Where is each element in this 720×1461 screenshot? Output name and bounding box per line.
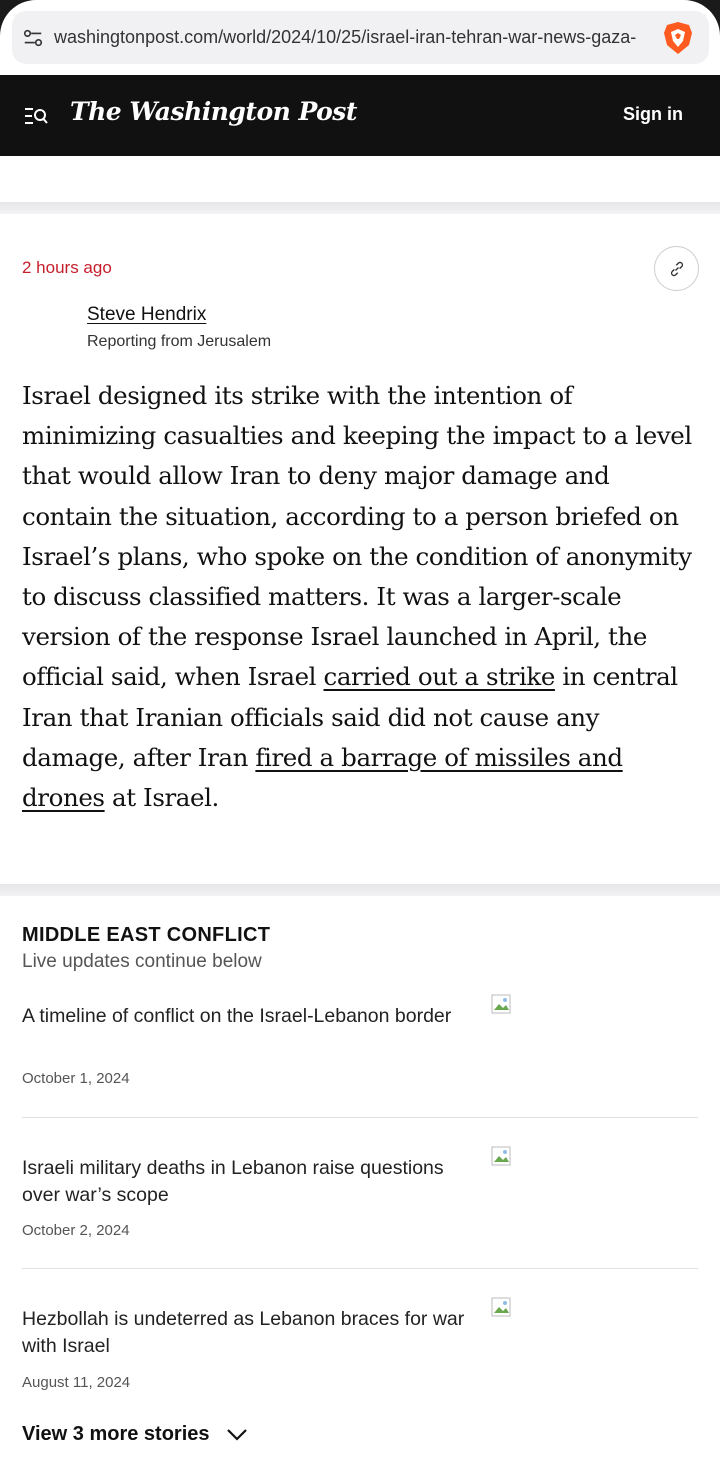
ad-strip [0, 156, 720, 202]
story-divider [22, 1268, 698, 1269]
author-location: Reporting from Jerusalem [87, 333, 272, 350]
paragraph-text: in central Iran that Iranian officials said did not cause any damage, after Iran [22, 662, 678, 772]
story-title[interactable]: Israeli military deaths in Lebanon raise questions over war’s scope [22, 1157, 444, 1206]
broken-image-icon[interactable] [491, 1146, 511, 1166]
strike-link[interactable]: carried out a strike [323, 662, 555, 692]
paragraph-text: Israel designed its strike with the intention of minimizing casualties and keeping the impact to a level that would allow Iran to deny major damage and contain the situation, according to a person briefed on Israel’s plans, who spoke on the condition of anonymity to discuss classified matters. It was a larger-scale version of the response Israel launched in April, the official said, when Israel [22, 381, 692, 692]
broken-image-icon[interactable] [491, 1297, 511, 1317]
article-paragraph [22, 376, 698, 818]
sign-in-button[interactable]: Sign in [623, 104, 683, 124]
section-divider [0, 884, 720, 896]
view-more-stories-button[interactable] [22, 1423, 248, 1446]
site-logo[interactable]: The Washington Post [70, 97, 357, 126]
site-settings-icon[interactable] [22, 27, 44, 49]
section-subtitle: Live updates continue below [22, 951, 262, 972]
view-more-label: View 3 more stories [22, 1423, 210, 1445]
address-bar[interactable] [12, 11, 709, 64]
story-title[interactable]: Hezbollah is undeterred as Lebanon braces for war with Israel [22, 1308, 465, 1357]
story-title[interactable]: A timeline of conflict on the Israel-Lebanon border [22, 1005, 452, 1027]
broken-image-icon[interactable] [491, 994, 511, 1014]
paragraph-text: at Israel. [104, 783, 219, 813]
missiles-link[interactable]: fired a barrage of missiles and drones [22, 742, 623, 813]
story-date: October 1, 2024 [22, 1070, 130, 1087]
story-date: October 2, 2024 [22, 1222, 130, 1239]
post-timestamp: 2 hours ago [22, 258, 112, 277]
section-kicker: MIDDLE EAST CONFLICT [22, 924, 271, 946]
section-divider [0, 202, 720, 214]
copy-link-button[interactable] [654, 246, 699, 291]
site-header [0, 75, 720, 156]
story-date: August 11, 2024 [22, 1374, 131, 1391]
link-icon [668, 260, 686, 278]
chevron-down-icon [226, 1428, 248, 1442]
browser-chrome [0, 0, 720, 75]
url-text[interactable]: washingtonpost.com/world/2024/10/25/israel-iran-tehran-war-news-gaza- [54, 27, 637, 47]
brave-shield-icon[interactable] [663, 21, 693, 55]
story-divider [22, 1117, 698, 1118]
menu-search-icon[interactable] [24, 105, 48, 127]
author-link[interactable]: Steve Hendrix [87, 304, 207, 325]
